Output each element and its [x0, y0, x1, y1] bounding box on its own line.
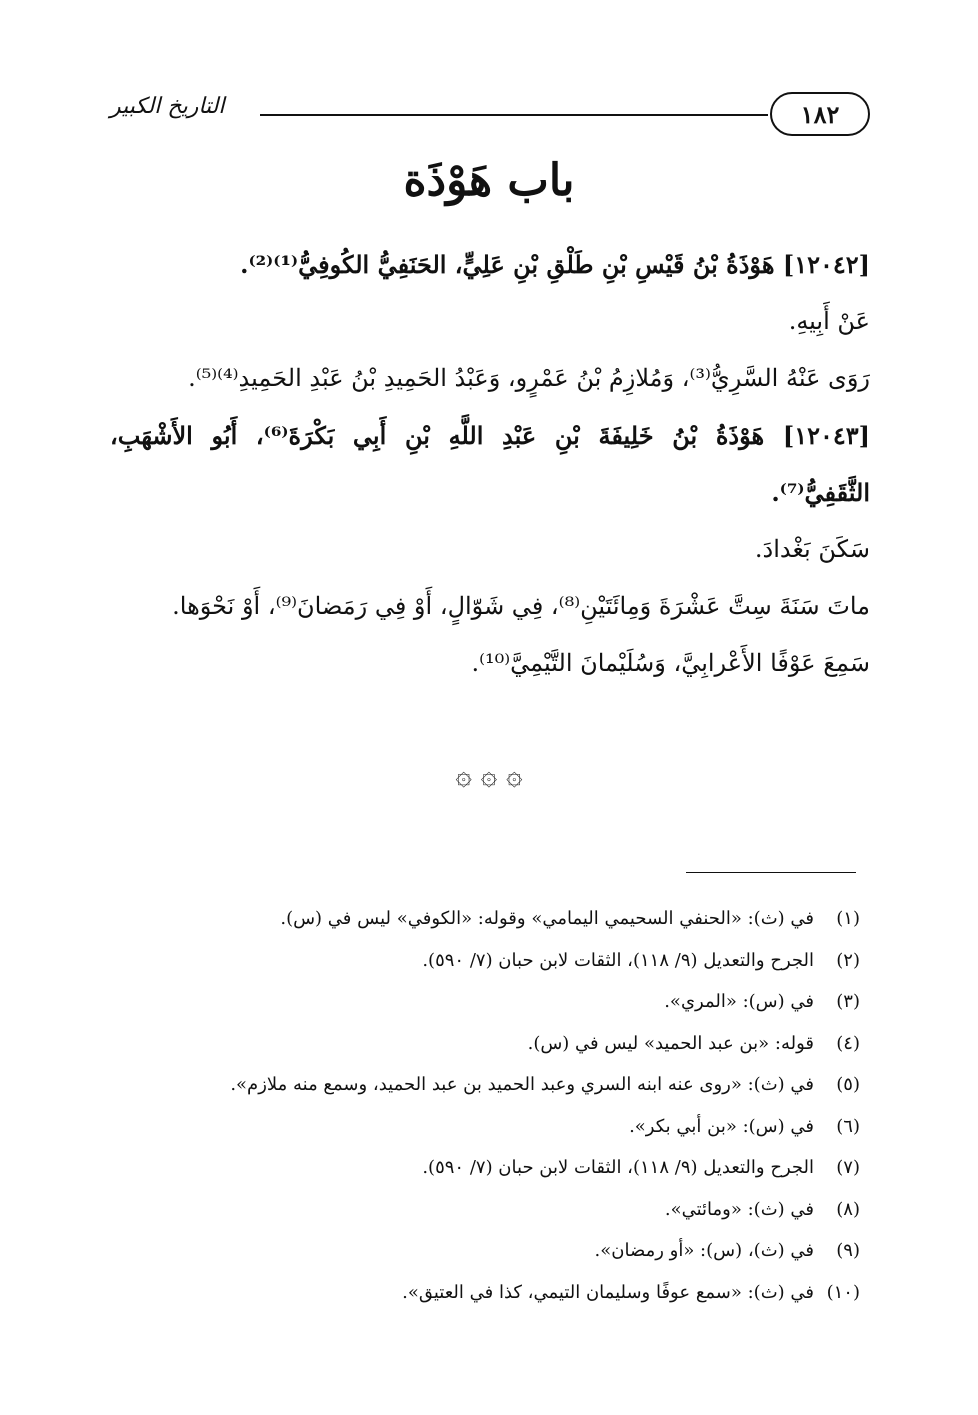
- header-rule: [260, 114, 768, 116]
- book-title: التاريخ الكبير: [110, 94, 225, 119]
- footnote-item: [110, 981, 860, 1023]
- footnote-text: قوله: «بن عبد الحميد» ليس في (س).: [527, 1032, 814, 1054]
- footnote-item: [110, 940, 860, 982]
- footnote-separator: [686, 872, 856, 873]
- page-header: [110, 90, 870, 140]
- footnote-number: (٨): [836, 1198, 860, 1220]
- footnote-number: (٥): [836, 1074, 860, 1095]
- footnote-number: (٦): [836, 1115, 860, 1137]
- footnote-text: الجرح والتعديل (٩/ ١١٨)، الثقات لابن حبان (٧/ ٥٩٠).: [422, 949, 814, 971]
- footnote-item: [110, 1106, 860, 1148]
- footnotes: [110, 898, 860, 1313]
- section-ornament: ۞ ۞ ۞: [455, 758, 523, 791]
- footnote-item: [110, 1147, 860, 1189]
- footnote-number: (٢): [836, 949, 860, 971]
- entry-line: عَنْ أَبِيهِ.: [788, 307, 870, 335]
- footnote-number: (٤): [836, 1032, 860, 1054]
- chapter-title: باب هَوْذَة: [403, 155, 575, 206]
- entry-line: [١٢٠٤٣] هَوْذَةُ بْنُ خَلِيفَةَ بْنِ عَبْدِ اللَّهِ بْنِ أَبِي بَكْرَةَ⁽⁶⁾، أَبُو الأَشْهَبِ،: [110, 421, 870, 450]
- footnote-text: في (س): «المري».: [664, 991, 814, 1012]
- footnote-item: [110, 898, 860, 940]
- footnote-text: في (ث): «الحنفي السحيمي اليمامي» وقوله: «الكوفي» ليس في (س).: [280, 908, 814, 929]
- footnote-item: [110, 1064, 860, 1106]
- entry-line: ماتَ سَنَةَ سِتَّ عَشْرَةَ وَمِائَتَيْنِ⁽⁸⁾، فِي شَوّالٍ، أَوْ فِي رَمَضانَ⁽⁹⁾، أَوْ نَحْوَها.: [172, 592, 870, 620]
- entry-line: سَكَنَ بَغْدادَ.: [754, 535, 870, 563]
- footnote-text: في (ث)، (س): «أو رمضان».: [594, 1240, 814, 1261]
- footnote-text: في (ث): «ومائتي».: [664, 1198, 814, 1220]
- footnote-text: الجرح والتعديل (٩/ ١١٨)، الثقات لابن حبان (٧/ ٥٩٠).: [422, 1157, 814, 1178]
- page-number: ١٨٢: [770, 92, 870, 136]
- footnote-item: [110, 1189, 860, 1231]
- entry-line: [١٢٠٤٢] هَوْذَةُ بْنُ قَيْسِ بْنِ طَلْقِ بْنِ عَلِيٍّ، الحَنَفِيُّ الكُوفِيُّ⁽¹⁾⁽²⁾.: [240, 250, 870, 279]
- entry-line: الثَّقَفِيُّ⁽⁷⁾.: [771, 478, 870, 507]
- footnote-number: (٩): [836, 1240, 860, 1261]
- footnote-number: (١): [836, 908, 860, 929]
- footnote-item: [110, 1023, 860, 1065]
- footnote-item: [110, 1272, 860, 1314]
- entry-line: رَوَى عَنْهُ السَّرِيُّ⁽³⁾، وَمُلازِمُ بْنُ عَمْرٍو، وَعَبْدُ الحَمِيدِ بْنُ عَبْدِ الحَمِيدِ⁽⁴⁾⁽⁵⁾.: [188, 364, 870, 392]
- entry-line: سَمِعَ عَوْفًا الأَعْرابِيَّ، وَسُلَيْمانَ التَّيْمِيَّ⁽¹⁰⁾.: [471, 649, 870, 677]
- footnote-number: (١٠): [826, 1281, 860, 1303]
- footnote-number: (٣): [836, 991, 860, 1012]
- footnote-item: [110, 1230, 860, 1272]
- footnote-text: في (س): «بن أبي بكر».: [629, 1115, 814, 1137]
- footnote-text: في (ث): «روى عنه ابنه السري وعبد الحميد بن عبد الحميد، وسمع منه ملازم».: [230, 1074, 814, 1095]
- footnote-number: (٧): [836, 1157, 860, 1178]
- main-text: [110, 236, 870, 692]
- footnote-text: في (ث): «سمع عوفًا وسليمان التيمي، كذا في العتيق».: [402, 1281, 814, 1303]
